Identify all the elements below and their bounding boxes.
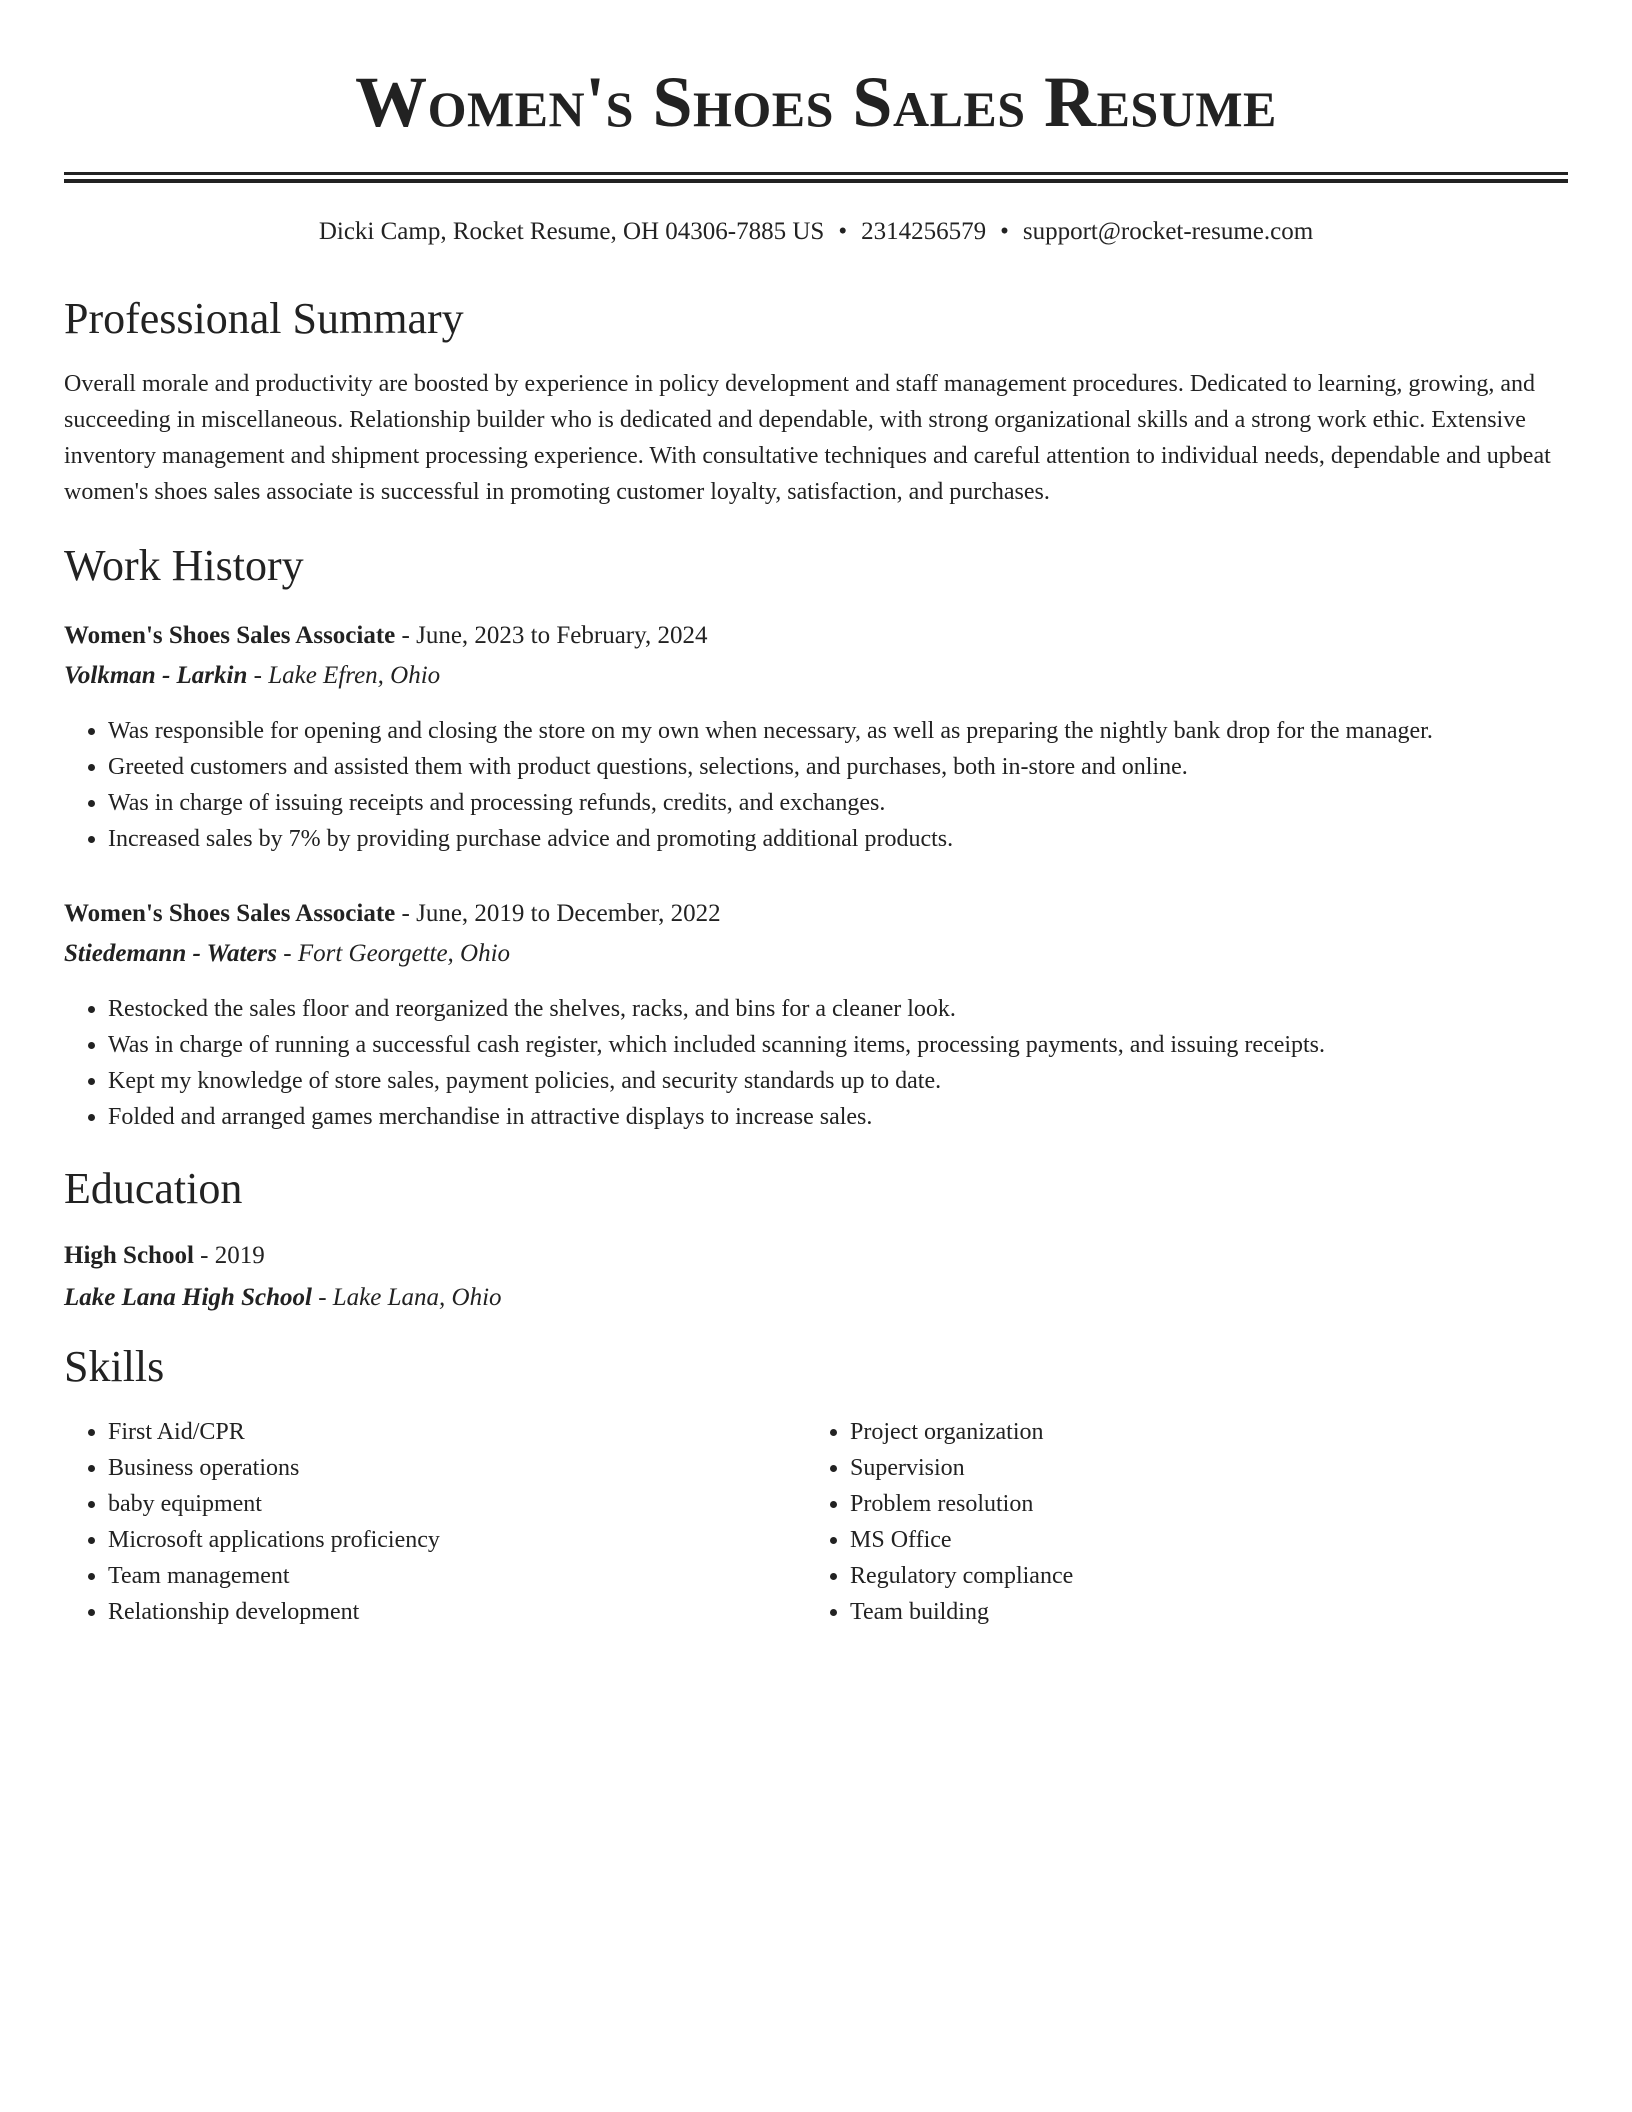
job-bullet: • Increased sales by 7% by providing purchase advice and promoting additional products. [108, 821, 1568, 857]
job-location: - Fort Georgette, Ohio [277, 939, 511, 967]
education-year: - 2019 [193, 1242, 265, 1270]
skills-column-left [64, 1414, 806, 1630]
skills-section [64, 1341, 1568, 1630]
skill-item: • Team management [108, 1558, 806, 1594]
contact-email: support@rocket-resume.com [1022, 218, 1314, 245]
resume-title: Women's Shoes Sales Resume [355, 62, 1277, 142]
job-location: - Lake Efren, Ohio [247, 661, 441, 689]
work-history-heading: Work History [64, 540, 304, 590]
skill-item: • Supervision [850, 1450, 1548, 1486]
job-dates: - June, 2023 to February, 2024 [395, 621, 708, 649]
education-institution [64, 1283, 1568, 1313]
job-employer [64, 939, 1568, 969]
job-header [64, 621, 1568, 651]
job-bullet: • Kept my knowledge of store sales, payment policies, and security standards up to date. [108, 1063, 1568, 1099]
job-bullet: • Greeted customers and assisted them with product questions, selections, and purchases, both in-store and online. [108, 749, 1568, 785]
job-bullet: • Was responsible for opening and closing the store on my own when necessary, as well as preparing the nightly bank drop for the manager. [108, 713, 1568, 749]
job-bullet: • Restocked the sales floor and reorganized the shelves, racks, and bins for a cleaner look. [108, 991, 1568, 1027]
skill-item: • baby equipment [108, 1486, 806, 1522]
summary-text: Overall morale and productivity are boosted by experience in policy development and staff management procedures. Dedicated to learning, growing, and succeeding in miscellaneous. Relationship builder who is dedicated and dependable, with strong organizational skills and a strong work ethic. Extensive inventory management and shipment processing experience. With consultative techniques and careful attention to individual needs, dependable and upbeat women's shoes sales associate is successful in promoting customer loyalty, satisfaction, and purchases. [64, 370, 1551, 505]
education-location: - Lake Lana, Ohio [311, 1284, 502, 1312]
job-header [64, 899, 1568, 929]
skills-list [64, 1414, 806, 1630]
skill-item: • Microsoft applications proficiency [108, 1522, 806, 1558]
education-header [64, 1241, 1568, 1271]
job-bullet: • Was in charge of issuing receipts and processing refunds, credits, and exchanges. [108, 785, 1568, 821]
job-bullet: • Folded and arranged games merchandise in attractive displays to increase sales. [108, 1099, 1568, 1135]
skill-item: • Regulatory compliance [850, 1558, 1548, 1594]
skill-item: • First Aid/CPR [108, 1414, 806, 1450]
education-heading: Education [64, 1163, 243, 1213]
job-employer [64, 661, 1568, 691]
contact-address: Dicki Camp, Rocket Resume, OH 04306-7885 US [318, 218, 825, 245]
job-entry [64, 899, 1568, 1135]
contact-line [64, 217, 1568, 247]
contact-separator: • [1000, 218, 1009, 245]
job-company: Volkman - Larkin [64, 661, 248, 689]
summary-section [64, 293, 1568, 510]
job-role: Women's Shoes Sales Associate [64, 899, 396, 927]
contact-separator: • [838, 218, 848, 245]
skill-item: • MS Office [850, 1522, 1548, 1558]
title-divider [64, 172, 1568, 183]
skills-heading: Skills [64, 1342, 165, 1392]
education-degree: High School [64, 1242, 194, 1270]
job-entry [64, 621, 1568, 857]
skill-item: • Relationship development [108, 1594, 806, 1630]
job-bullet-list [64, 991, 1568, 1135]
skill-item: • Project organization [850, 1414, 1548, 1450]
education-section [64, 1163, 1568, 1314]
skill-item: • Team building [850, 1594, 1548, 1630]
contact-phone: 2314256579 [861, 218, 987, 245]
job-dates: - June, 2019 to December, 2022 [395, 899, 721, 927]
education-school: Lake Lana High School [64, 1284, 312, 1312]
skill-item: • Business operations [108, 1450, 806, 1486]
skills-column-right [806, 1414, 1548, 1630]
job-role: Women's Shoes Sales Associate [64, 621, 396, 649]
skill-item: • Problem resolution [850, 1486, 1548, 1522]
job-company: Stiedemann - Waters [64, 939, 277, 967]
summary-heading: Professional Summary [64, 294, 464, 343]
job-bullet: • Was in charge of running a successful cash register, which included scanning items, processing payments, and issuing receipts. [108, 1027, 1568, 1063]
skills-grid [64, 1414, 1568, 1630]
job-bullet-list [64, 713, 1568, 857]
skills-list [806, 1414, 1548, 1630]
work-history-section [64, 540, 1568, 1135]
